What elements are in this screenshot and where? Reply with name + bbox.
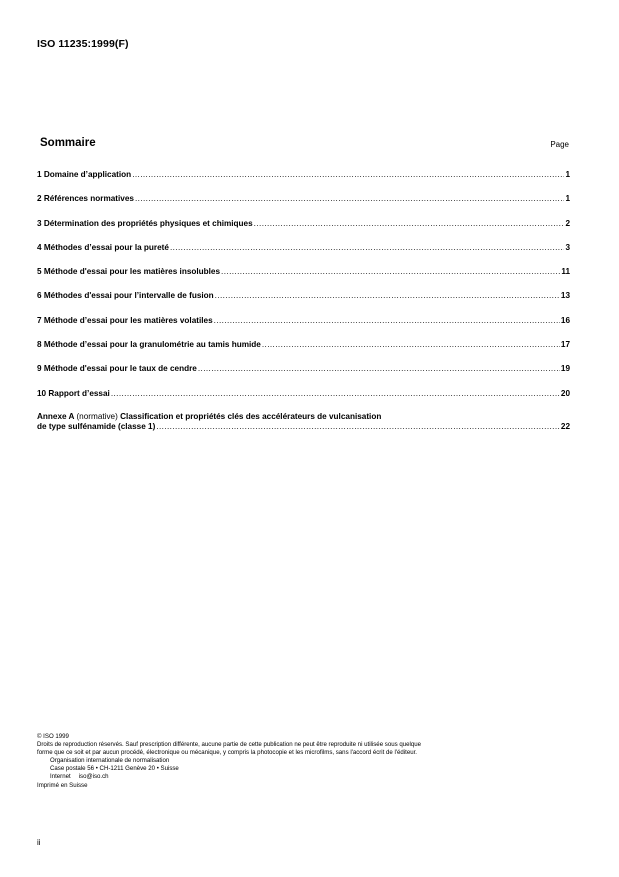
toc-entry-label: 7 Méthode d’essai pour les matières volatiles xyxy=(37,315,213,325)
annex-title-text-2: de type sulfénamide (classe 1) xyxy=(37,421,156,431)
toc-leader-dots xyxy=(221,265,560,278)
toc-entry-page: 19 xyxy=(560,364,570,374)
org-address: Case postale 56 • CH-1211 Genève 20 • Suisse xyxy=(50,765,179,773)
toc-entry-page: 2 xyxy=(565,218,570,228)
annex-title-line-2 xyxy=(37,422,570,432)
toc-entry-label: 10 Rapport d’essai xyxy=(37,388,110,398)
toc-leader-dots xyxy=(132,168,564,181)
toc-entry-5[interactable] xyxy=(37,265,570,289)
toc-entry-9[interactable] xyxy=(37,362,570,386)
toc-entry-annex-a[interactable] xyxy=(37,412,570,432)
internet-label: Internet xyxy=(50,773,71,781)
toc-entry-page: 1 xyxy=(565,170,570,179)
toc-entry-page: 17 xyxy=(560,340,570,350)
toc-entry-page: 13 xyxy=(560,291,570,301)
annex-title-text-1: Classification et propriétés clés des accélérateurs de vulcanisation xyxy=(120,411,382,421)
table-of-contents xyxy=(37,168,570,432)
toc-entry-page: 20 xyxy=(560,388,570,398)
toc-leader-dots xyxy=(262,338,560,351)
toc-entry-label: 4 Méthodes d’essai pour la pureté xyxy=(37,242,169,252)
printed-in: Imprimé en Suisse xyxy=(37,781,88,789)
org-name: Organisation internationale de normalisation xyxy=(50,757,170,765)
annex-prefix: Annexe A xyxy=(37,411,75,421)
toc-entry-page: 3 xyxy=(565,242,570,252)
internet-email-link[interactable]: iso@iso.ch xyxy=(78,773,109,781)
toc-entry-2[interactable] xyxy=(37,192,570,216)
toc-leader-dots xyxy=(170,241,564,254)
toc-leader-dots xyxy=(214,314,560,327)
toc-entry-label: 6 Méthodes d'essai pour l’intervalle de fusion xyxy=(37,291,214,301)
toc-leader-dots xyxy=(111,387,560,400)
toc-entry-1[interactable] xyxy=(37,168,570,192)
page-number: ii xyxy=(37,838,41,847)
toc-entry-8[interactable] xyxy=(37,338,570,362)
copyright-line: © ISO 1999 xyxy=(37,733,69,740)
toc-entry-page: 11 xyxy=(561,267,570,277)
toc-entry-10[interactable] xyxy=(37,387,570,411)
toc-page-column-label: Page xyxy=(550,140,569,149)
annex-page: 22 xyxy=(560,421,570,431)
document-standard-id: ISO 11235:1999(F) xyxy=(37,38,129,50)
toc-leader-dots xyxy=(156,422,560,432)
toc-leader-dots xyxy=(135,192,565,205)
annex-title-line-1 xyxy=(37,412,570,422)
copyright-notice xyxy=(37,733,577,790)
org-internet xyxy=(37,773,577,781)
toc-entry-label: 2 Références normatives xyxy=(37,194,134,204)
toc-entry-label: 8 Méthode d’essai pour la granulométrie au tamis humide xyxy=(37,340,261,350)
toc-entry-6[interactable] xyxy=(37,289,570,313)
toc-entry-label: 1 Domaine d’application xyxy=(37,170,132,179)
toc-entry-label: 3 Détermination des propriétés physiques et chimiques xyxy=(37,218,253,228)
rights-text-line-2: forme que ce soit et par aucun procédé, électronique ou mécanique, y compris la photocopie et les microfilms, sans l'accord écrit de l'éditeur. xyxy=(37,749,417,757)
toc-entry-label: 9 Méthode d'essai pour le taux de cendre xyxy=(37,364,197,374)
toc-entry-page: 16 xyxy=(560,315,570,325)
toc-entry-3[interactable] xyxy=(37,217,570,241)
toc-title: Sommaire xyxy=(40,137,96,149)
toc-leader-dots xyxy=(215,289,560,302)
toc-entry-label: 5 Méthode d'essai pour les matières insolubles xyxy=(37,267,221,277)
annex-qualifier: (normative) xyxy=(76,411,118,421)
rights-text-line-1: Droits de reproduction réservés. Sauf prescription différente, aucune partie de cette publication ne peut être reproduite ni utilisée sous quelque xyxy=(37,741,422,749)
toc-leader-dots xyxy=(254,217,565,230)
toc-entry-7[interactable] xyxy=(37,314,570,338)
toc-entry-4[interactable] xyxy=(37,241,570,265)
toc-entry-page: 1 xyxy=(565,194,570,204)
toc-leader-dots xyxy=(198,362,560,375)
